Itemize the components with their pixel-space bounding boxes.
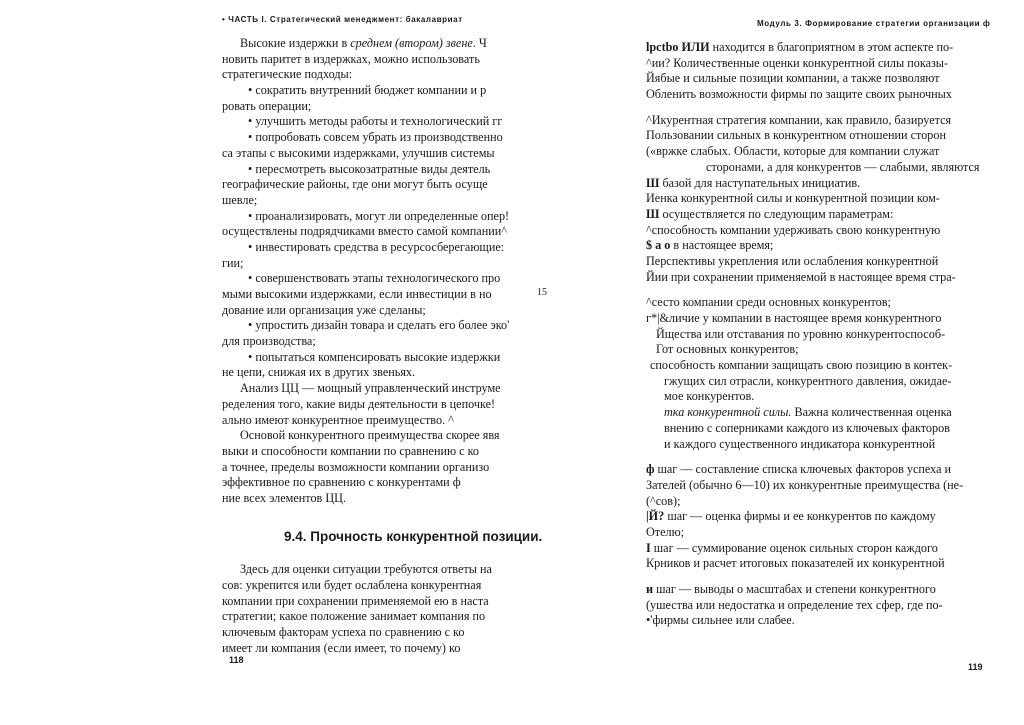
- text-line: Йябые и сильные позиции компании, а также позволяют: [646, 71, 940, 86]
- text-line: Зателей (обычно 6—10) их конкурентные преимущества (не-: [646, 477, 964, 492]
- text-line: • совершенствовать этапы технологического про: [248, 271, 501, 286]
- text-line: гжущих сил отрасли, конкурентного давления, ожидае-: [664, 373, 952, 388]
- text-line: способность компании защищать свою позицию в контек-: [650, 358, 953, 373]
- text-line: сторонами, а для конкурентов — слабыми, являются: [706, 159, 980, 174]
- text-line: ключевым факторам успеха по сравнению с ко: [222, 625, 465, 640]
- running-head-right: Модуль 3. Формирование стратегии организации ф: [757, 19, 991, 28]
- text-line: (^сов);: [646, 493, 681, 508]
- right-page: [512, 0, 1024, 725]
- text-line: • улучшить методы работы и технологический гг: [248, 114, 503, 129]
- text-line: Ш базой для наступательных инициатив.: [646, 175, 861, 190]
- text-line: («вржке слабых. Области, которые для компании служат: [646, 144, 940, 159]
- text-line: ф шаг — составление списка ключевых факторов успеха и: [646, 462, 952, 477]
- paragraph-gap: [646, 572, 1008, 582]
- text-line: осуществлены подрядчиками вместо самой компании^: [222, 224, 507, 239]
- text-line: (ушества или недостатка и определение тех сфер, где по-: [646, 597, 943, 612]
- text-line: Высокие издержки в среднем (втором) звене. Ч: [240, 36, 487, 50]
- text-line: Иенка конкурентной силы и конкурентной позиции ком-: [646, 191, 940, 206]
- left-text-column: [222, 36, 552, 656]
- text-line: Отелю;: [646, 524, 685, 539]
- text-line: и каждого существенного индикатора конкурентной: [664, 436, 936, 451]
- text-line: ределения того, какие виды деятельности в цепочке!: [222, 396, 496, 411]
- text-line: • пересмотреть высокозатратные виды деятель: [248, 161, 491, 176]
- text-line: Основой конкурентного преимущества скорее явя: [240, 428, 500, 443]
- text-line: тка конкурентной силы. Важна количественная оценка: [664, 405, 952, 420]
- text-line: внению с соперниками каждого из ключевых факторов: [664, 420, 950, 435]
- text-line: Крников и расчет итоговых показателей их конкурентной: [646, 556, 945, 571]
- text-line: гии;: [222, 255, 244, 270]
- text-line: г*|&личие у компании в настоящее время конкурентного: [646, 311, 942, 325]
- page-number-right: 119: [968, 662, 983, 672]
- paragraph-gap: [646, 285, 1008, 295]
- text-line: ально имеют конкурентное преимущество. ^: [222, 412, 454, 427]
- text-line: шевле;: [222, 192, 258, 207]
- text-line: Йии при сохранении применяемой в настоящее время стра-: [646, 269, 956, 284]
- text-line: Обленить возможности фирмы по защите своих рыночных: [646, 87, 952, 102]
- text-line: • сократить внутренний бюджет компании и р: [248, 83, 487, 98]
- text-line: выки и способности компании по сравнению с ко: [222, 443, 479, 458]
- text-line: ^Икурентная стратегия компании, как правило, базируется: [646, 112, 952, 127]
- text-line: имеет ли компания (если имеет, то почему) ко: [222, 640, 461, 655]
- text-line: |Й? шаг — оценка фирмы и ее конкурентов по каждому: [646, 509, 936, 524]
- text-line: са этапы с высокими издержками, улучшив системы: [222, 145, 495, 160]
- text-line: стратегические подходы:: [222, 67, 353, 82]
- text-line: ^сесто компании среди основных конкурентов;: [646, 295, 891, 310]
- left-body-after-heading: [222, 562, 552, 656]
- text-line: мыми высокими издержками, если инвестиции в но: [222, 287, 492, 301]
- text-line: мое конкурентов.: [664, 389, 755, 404]
- left-body-before-heading: [222, 36, 552, 507]
- margin-mark: 15: [537, 287, 547, 298]
- text-line: ^способность компании удерживать свою конкурентную: [646, 222, 941, 237]
- text-line: I шаг — суммирование оценок сильных сторон каждого: [646, 540, 938, 555]
- text-line: •'фирмы сильнее или слабее.: [646, 613, 795, 628]
- text-line: Перспективы укрепления или ослабления конкурентной: [646, 253, 939, 268]
- text-line: компании при сохранении применяемой ею в наста: [222, 593, 489, 608]
- text-line: • проанализировать, могут ли определенные опер!: [248, 208, 510, 223]
- text-line: эффективное по сравнению с конкурентами ф: [222, 475, 461, 490]
- text-line: географические районы, где они могут быть осуще: [222, 177, 488, 192]
- text-line: Гот основных конкурентов;: [656, 342, 799, 357]
- text-line: Йщества или отставания по уровню конкурентоспособ-: [656, 326, 946, 341]
- text-line: • инвестировать средства в ресурсосберегающие:: [248, 239, 505, 254]
- text-line: для производства;: [222, 334, 316, 349]
- text-line: и шаг — выводы о масштабах и степени конкурентного: [646, 582, 936, 596]
- text-line: не цепи, снижая их в других звеньях.: [222, 365, 416, 380]
- text-line: • упростить дизайн товара и сделать его более эко': [248, 318, 510, 333]
- text-line: Ш осуществляется по следующим параметрам:: [646, 206, 894, 221]
- text-line: сов: укрепится или будет ослаблена конкурентная: [222, 578, 482, 593]
- text-line: Здесь для оценки ситуации требуются ответы на: [240, 562, 492, 577]
- text-line: ние всех элементов ЦЦ.: [222, 490, 346, 505]
- text-line: • попробовать совсем убрать из производственно: [248, 130, 503, 145]
- text-line: Пользовании сильных в конкурентном отношении сторон: [646, 128, 946, 143]
- text-line: ровать операции;: [222, 98, 312, 113]
- text-line: новить паритет в издержках, можно использовать: [222, 51, 480, 66]
- paragraph-gap: [646, 103, 1008, 113]
- text-line: ^ии? Количественные оценки конкурентной силы показы-: [646, 55, 949, 70]
- text-line: а точнее, пределы возможности компании организо: [222, 459, 490, 474]
- paragraph-gap: [646, 452, 1008, 462]
- text-line: Анализ ЦЦ — мощный управленческий инструме: [240, 381, 501, 396]
- text-line: $ а о в настоящее время;: [646, 238, 774, 253]
- running-head-left: • ЧАСТЬ I. Стратегический менеджмент: бакалавриат: [222, 15, 463, 24]
- text-line: • попытаться компенсировать высокие издержки: [248, 349, 501, 364]
- right-text-column: [646, 40, 1008, 629]
- text-line: lpctbo ИЛИ находится в благоприятном в этом аспекте по-: [646, 40, 954, 54]
- page-number-left: 118: [229, 655, 244, 665]
- text-line: стратегии; какое положение занимает компания по: [222, 609, 486, 624]
- section-heading: 9.4. Прочность конкурентной позиции.: [284, 528, 543, 544]
- text-line: дование или организация уже сделаны;: [222, 302, 426, 317]
